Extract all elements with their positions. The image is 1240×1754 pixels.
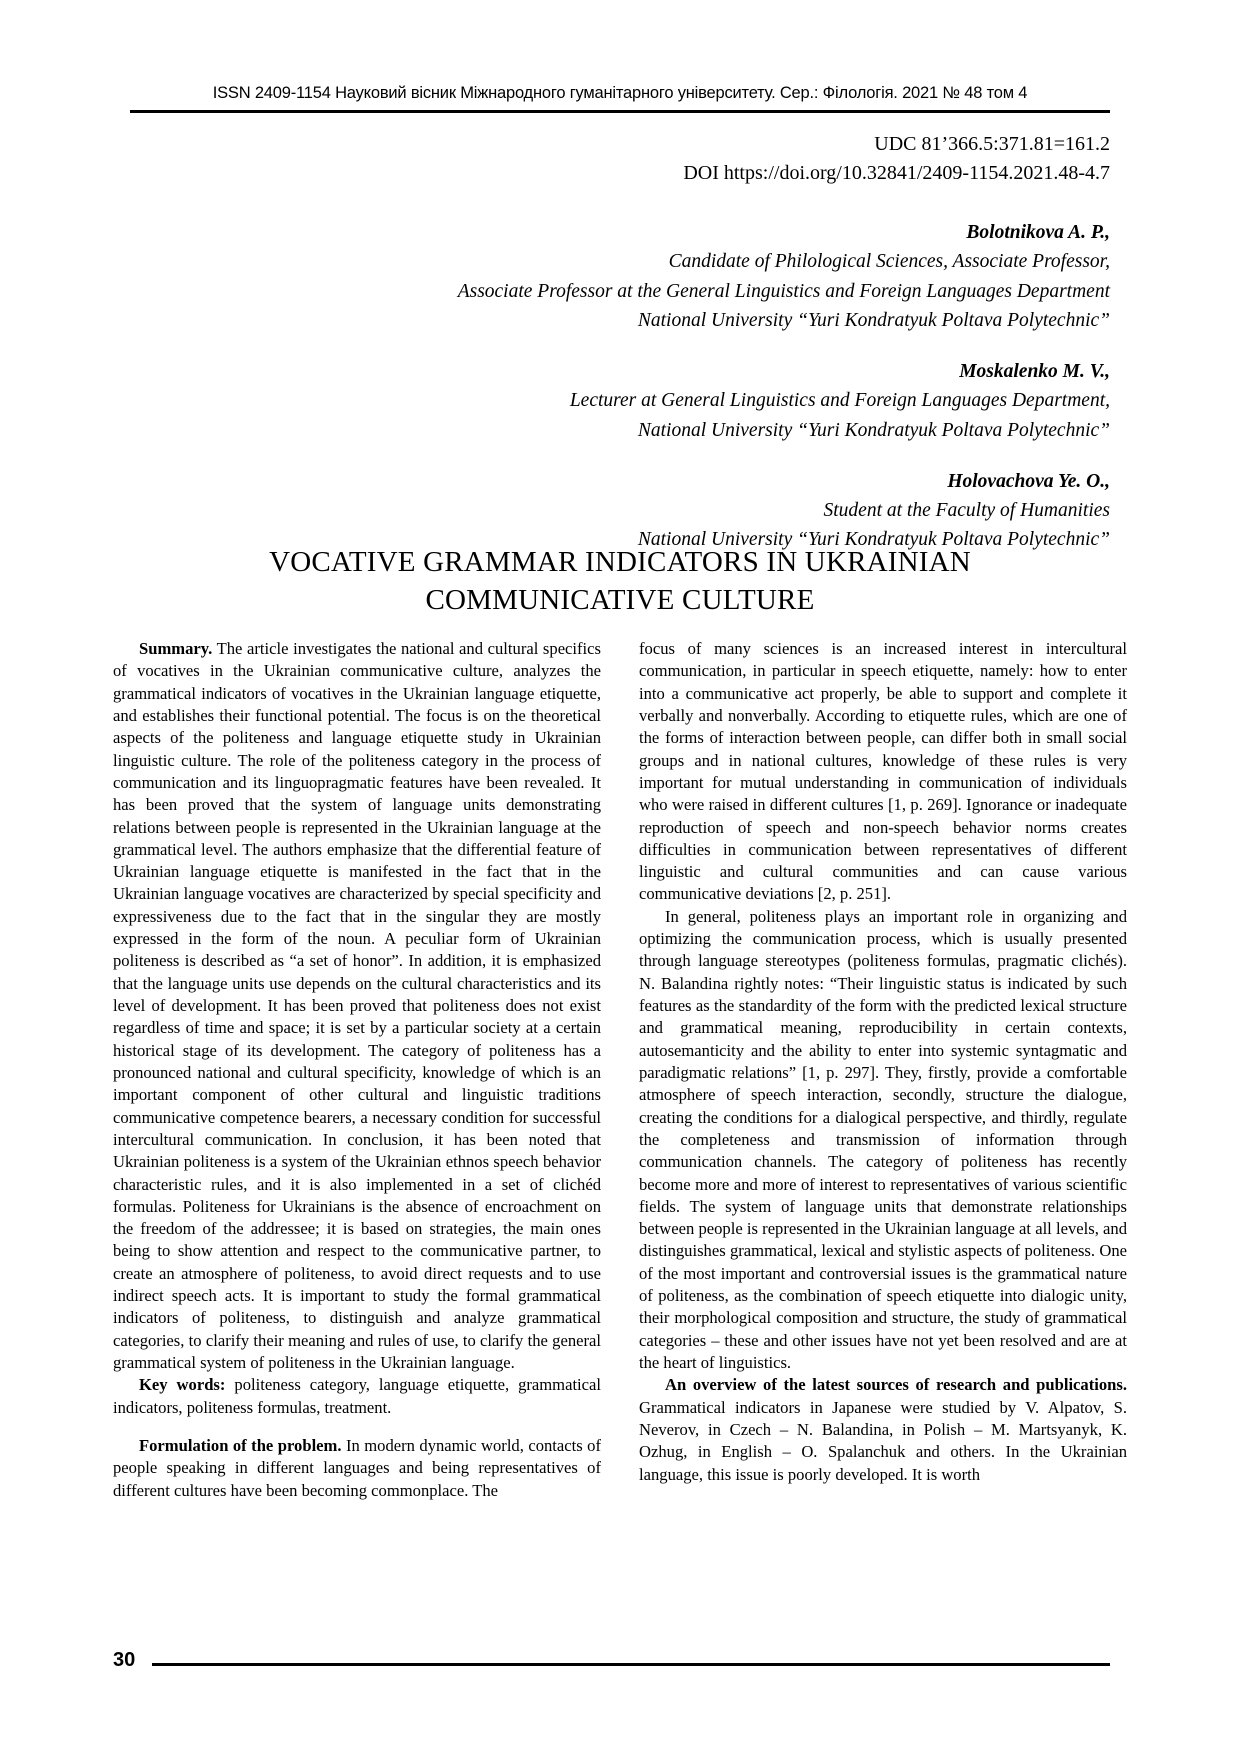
author-affiliation-line: National University “Yuri Kondratyuk Poltava Polytechnic” [637, 419, 1110, 441]
keywords-label: Key words: [139, 1375, 226, 1395]
title-line-2: COMMUNICATIVE CULTURE [425, 584, 815, 617]
author-affiliation-line: National University “Yuri Kondratyuk Poltava Polytechnic” [637, 309, 1110, 331]
author-affiliation-line: National University “Yuri Kondratyuk Poltava Polytechnic” [637, 529, 1110, 551]
author-name: Moskalenko M. V., [959, 361, 1110, 382]
authors-block [458, 218, 1110, 555]
doi-link[interactable]: DOI https://doi.org/10.32841/2409-1154.2021.48-4.7 [683, 162, 1110, 184]
section-overview-label: An overview of the latest sources of research and publications. [665, 1375, 1127, 1395]
section-problem-text: In modern dynamic world, contacts of people speaking in different languages and being representatives of different cultures have been becoming commonplace. The [113, 1435, 601, 1500]
author-entry [458, 467, 1110, 555]
column-right [639, 638, 1127, 1598]
running-head: ISSN 2409-1154 Науковий вісник Міжнародного гуманітарного університету. Сер.: Філологія. 2021 № 48 том 4 [212, 84, 1028, 102]
body-paragraph: focus of many sciences is an increased interest in intercultural communication, in particular in speech etiquette, namely: how to enter into a communicative act properly, be able to support and complete it verbally and nonverbally. According to etiquette rules, which are one of the forms of interaction between people, can differ both in small social groups and in national cultures, knowledge of these rules is very important for mutual understanding in communication of individuals who were raised in different cultures [1, p. 269]. Ignorance or inadequate reproduction of speech and non-speech behavior norms creates difficulties in communication between representatives of different linguistic and cultural communities and can cause various communicative deviations [2, p. 251]. [639, 639, 1127, 904]
summary-label: Summary. [139, 639, 213, 658]
author-affiliation-line: Student at the Faculty of Humanities [823, 500, 1110, 521]
keywords-paragraph [113, 1374, 601, 1419]
body-paragraph: In general, politeness plays an important role in organizing and optimizing the communication process, which is usually presented through language stereotypes (politeness formulas, pragmatic clichés). N. Balandina rightly notes: “Their linguistic status is indicated by such features as the standardity of the form with the predicted lexical structure and grammatical meaning, reproducibility in certain contexts, autosemanticity and the ability to enter into systemic syntagmatic and paradigmatic relations” [1, p. 297]. They, firstly, provide a comfortable atmosphere of speech interaction, secondly, structure the dialogue, creating the conditions for a dialogical perspective, and thirdly, regulate the completeness and transmission of information through communication channels. The category of politeness has recently become more and more of interest to representatives of various scientific fields. The system of language units that demonstrate relationships between people is represented in the Ukrainian language at all levels, and distinguishes grammatical, lexical and stylistic aspects of politeness. One of the most important and controversial issues is the grammatical nature of politeness, as the combination of speech etiquette into dialogic unity, their morphological composition and structure, the study of grammatical categories – these and other issues have not yet been resolved and are at the heart of linguistics. [639, 906, 1127, 1372]
header-rule [130, 110, 1110, 113]
identifiers-block [683, 130, 1110, 188]
title-line-1: VOCATIVE GRAMMAR INDICATORS IN UKRAINIAN [269, 546, 971, 578]
article-body [113, 638, 1127, 1598]
author-affiliation-line: Associate Professor at the General Linguistics and Foreign Languages Department [457, 280, 1110, 302]
author-entry [458, 357, 1110, 445]
footer-rule [152, 1663, 1110, 1666]
udc-code: UDC 81’366.5:371.81=161.2 [874, 133, 1110, 155]
author-name: Holovachova Ye. O., [947, 470, 1110, 492]
summary-paragraph [113, 638, 601, 1374]
page-title [130, 543, 1110, 620]
keywords-text: politeness category, language etiquette, grammatical indicators, politeness formulas, treatment. [113, 1375, 602, 1417]
section-problem-label: Formulation of the problem. [139, 1435, 342, 1455]
section-overview-paragraph [639, 1374, 1127, 1486]
page-number: 30 [113, 1649, 136, 1671]
summary-text: The article investigates the national and cultural specifics of vocatives in the Ukrainian communicative culture, analyzes the grammatical indicators of vocatives in the Ukrainian language etiquette, and establishes their functional potential. The focus is on the theoretical aspects of the politeness and language etiquette study in Ukrainian linguistic culture. The role of the politeness category in the process of communication and its linguopragmatic features have been revealed. It has been proved that the system of language units demonstrating relations between people is represented in the Ukrainian language at the grammatical level. The authors emphasize that the differential feature of Ukrainian language etiquette is manifested in the fact that in the Ukrainian language vocatives are characterized by special specificity and expressiveness due to the fact that in the singular they are mostly expressed in the form of the noun. A peculiar form of Ukrainian politeness is described as “a set of honor”. In addition, it is emphasized that the language units use depends on the cultural characteristics and its level of development. It has been proved that politeness does not exist regardless of time and space; it is set by a particular society at a certain historical stage of its development. The category of politeness has a pronounced national and cultural specificity, knowledge of which is an important component of other cultural and linguistic traditions communicative competence bearers, a necessary condition for successful intercultural communication. In conclusion, it has been noted that Ukrainian politeness is a system of the Ukrainian ethnos speech behavior characteristic rules, and it is also implemented in a set of clichéd formulas. Politeness for Ukrainians is the absence of encroachment on the freedom of the addressee; it is based on strategies, the main ones being to show attention and respect to the communicative partner, to create an atmosphere of politeness, to avoid direct requests and to use indirect speech acts. It is important to study the formal grammatical indicators of politeness, to distinguish and analyze grammatical categories, to clarify their meaning and rules of use, to clarify the general grammatical system of politeness in the Ukrainian language. [113, 639, 601, 1372]
author-name: Bolotnikova A. P., [966, 222, 1110, 243]
author-entry [458, 218, 1110, 335]
author-affiliation-line: Lecturer at General Linguistics and Foreign Languages Department, [569, 390, 1110, 412]
author-affiliation-line: Candidate of Philological Sciences, Associate Professor, [668, 251, 1110, 273]
column-left [113, 638, 601, 1598]
section-problem-paragraph [113, 1435, 601, 1502]
section-overview-text: Grammatical indicators in Japanese were studied by V. Alpatov, S. Neverov, in Czech – N. Balandina, in Polish – M. Martsyanyk, K. Ozhug, in English – O. Spalanchuk and others. In the Ukrainian language, this issue is poorly developed. It is worth [639, 1397, 1127, 1484]
